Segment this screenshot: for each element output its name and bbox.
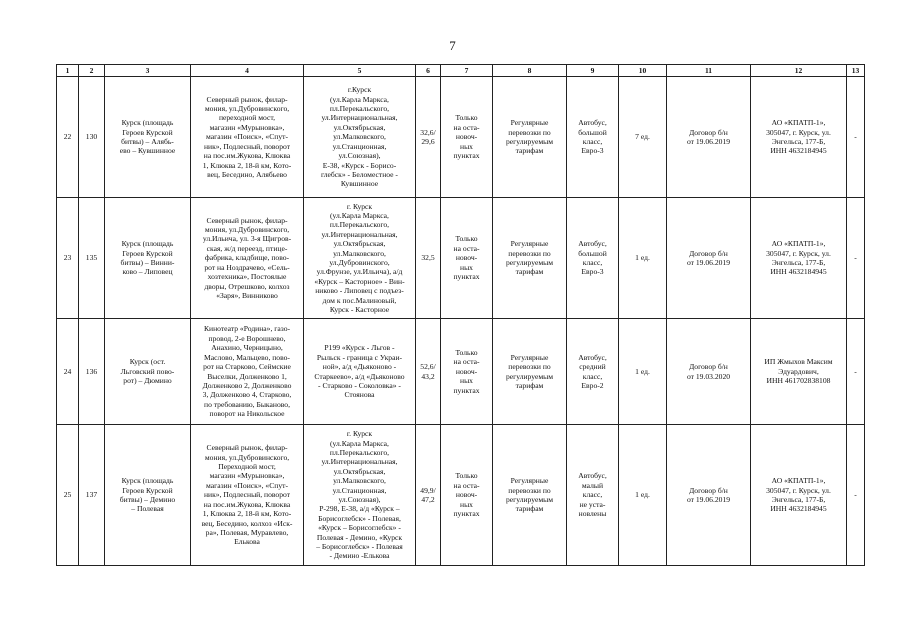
column-header: 4 <box>191 65 304 77</box>
vehicle-count: 1 ед. <box>619 198 667 319</box>
column-header: 9 <box>567 65 619 77</box>
route-name: Курск (площадь Героев Курской битвы) – Демино – Полевая <box>105 425 191 566</box>
column-header: 13 <box>847 65 865 77</box>
table-row <box>57 77 865 198</box>
vehicle-count: 7 ед. <box>619 77 667 198</box>
route-stops: Кинотеатр «Родина», газо- провод, 2-е Ворошнево, Анахино, Черницыно, Маслово, Мальцево, пово- рот на Старково, Сеймские Выселки, Долженково 1, Долженково 2, Долженково 3, Долженково 4, Старково, по требованию, Быканово, поворот на Никольское <box>191 319 304 425</box>
route-stops: Северный рынок, филар- мония, ул.Дубровинского, переходной мост, магазин «Мурыновка», магазин «Поиск», «Спут- ник», Подлесный, поворот на пос.им.Жукова, Клюква 1, Клюква 2, 18-й км, Кото- вец, Беседино, Алябьево <box>191 77 304 198</box>
carrier: АО «КПАТП-1», 305047, г. Курск, ул. Энгельса, 177-Б, ИНН 4632184945 <box>751 425 847 566</box>
carrier: ИП Жмыхов Максим Эдуардович, ИНН 461702838108 <box>751 319 847 425</box>
contract: Договор б/н от 19.03.2020 <box>667 319 751 425</box>
route-name: Курск (ост. Льговский пово- рот) – Дюмино <box>105 319 191 425</box>
column-header: 7 <box>441 65 493 77</box>
transport-type: Регулярные перевозки по регулируемым тарифам <box>493 425 567 566</box>
header-row <box>57 65 865 77</box>
route-streets: г. Курск (ул.Карла Маркса, пл.Перекальского, ул.Интернациональная, ул.Октябрьская, ул.Малковского, ул.Дубровинского, ул.Фрунзе, ул.Ильича), а/д «Курск – Касторное» - Вин- никово - Липовец с подъез- дом к пос.Малиновый, Курск - Касторное <box>304 198 416 319</box>
column-header: 10 <box>619 65 667 77</box>
route-length: 49,9/ 47,2 <box>416 425 441 566</box>
vehicle-class: Автобус, большой класс, Евро-3 <box>567 198 619 319</box>
route-streets: г. Курск (ул.Карла Маркса, пл.Перекальского, ул.Интернациональная, ул.Октябрьская, ул.Малковского, ул.Станционная, ул.Союзная), Р-298, Е-38, а/д «Курск – Борисоглебск» - Полевая, «Курск – Борисоглебск» - Полевая - Демино, «Курск – Борисоглебск» - Полевая - Демино -Елькова <box>304 425 416 566</box>
stop-order: Только на оста- новоч- ных пунктах <box>441 319 493 425</box>
transport-type: Регулярные перевозки по регулируемым тарифам <box>493 198 567 319</box>
contract: Договор б/н от 19.06.2019 <box>667 77 751 198</box>
vehicle-class: Автобус, средний класс, Евро-2 <box>567 319 619 425</box>
route-streets: г.Курск (ул.Карла Маркса, пл.Перекальского, ул.Интернациональная, ул.Октябрьская, ул.Малковского, ул.Станционная, ул.Союзная), Е-38, «Курск - Борисо- глебск» - Беломестное - Кувшинное <box>304 77 416 198</box>
route-number: 137 <box>79 425 105 566</box>
route-name: Курск (площадь Героев Курской битвы) – Винни- ково – Липовец <box>105 198 191 319</box>
column-header: 3 <box>105 65 191 77</box>
column-header: 11 <box>667 65 751 77</box>
column-header: 12 <box>751 65 847 77</box>
transport-type: Регулярные перевозки по регулируемым тарифам <box>493 77 567 198</box>
vehicle-count: 1 ед. <box>619 319 667 425</box>
table-row <box>57 198 865 319</box>
vehicle-class: Автобус, малый класс, не уста- новлены <box>567 425 619 566</box>
route-length: 32,6/ 29,6 <box>416 77 441 198</box>
column-header: 5 <box>304 65 416 77</box>
column-header: 6 <box>416 65 441 77</box>
stop-order: Только на оста- новоч- ных пунктах <box>441 77 493 198</box>
route-name: Курск (площадь Героев Курской битвы) – Алябь- ево – Кувшинное <box>105 77 191 198</box>
route-number: 135 <box>79 198 105 319</box>
stop-order: Только на оста- новоч- ных пунктах <box>441 425 493 566</box>
route-number: 136 <box>79 319 105 425</box>
extra-info: - <box>847 425 865 566</box>
extra-info: - <box>847 77 865 198</box>
route-stops: Северный рынок, филар- мония, ул.Дубровинского, Переходной мост, магазин «Мурыновка», магазин «Поиск», «Спут- ник», Подлесный, поворот на пос.им.Жукова, Клюква 1, Клюква 2, 18-й км, Кото- вец, Беседино, колхоз «Иск- ра», Полевая, Муравлево, Елькова <box>191 425 304 566</box>
vehicle-class: Автобус, большой класс, Евро-3 <box>567 77 619 198</box>
column-header: 2 <box>79 65 105 77</box>
route-stops: Северный рынок, филар- мония, ул.Дубровинского, ул.Ильича, ул. 3-я Щигров- ская, ж/д переезд, птице- фабрика, кладбище, пово- рот на Ноздрачево, «Сель- хозтехника», Постоялые дворы, Отрешково, колхоз «Заря», Винниково <box>191 198 304 319</box>
route-length: 52,6/ 43,2 <box>416 319 441 425</box>
page-number: 7 <box>449 38 456 53</box>
route-number: 130 <box>79 77 105 198</box>
column-header: 1 <box>57 65 79 77</box>
row-number: 24 <box>57 319 79 425</box>
contract: Договор б/н от 19.06.2019 <box>667 425 751 566</box>
contract: Договор б/н от 19.06.2019 <box>667 198 751 319</box>
row-number: 25 <box>57 425 79 566</box>
route-length: 32,5 <box>416 198 441 319</box>
row-number: 22 <box>57 77 79 198</box>
route-streets: Р199 «Курск - Льгов - Рыльск - граница с Украи- ной», а/д «Дьяконово - Старкеево», а/д «Дьяконово - Старково - Соколовка» - Стоянова <box>304 319 416 425</box>
transport-type: Регулярные перевозки по регулируемым тарифам <box>493 319 567 425</box>
stop-order: Только на оста- новоч- ных пунктах <box>441 198 493 319</box>
column-header: 8 <box>493 65 567 77</box>
vehicle-count: 1 ед. <box>619 425 667 566</box>
extra-info: - <box>847 198 865 319</box>
extra-info: - <box>847 319 865 425</box>
carrier: АО «КПАТП-1», 305047, г. Курск, ул. Энгельса, 177-Б, ИНН 4632184945 <box>751 198 847 319</box>
table-row <box>57 319 865 425</box>
routes-table <box>56 64 865 566</box>
table-row <box>57 425 865 566</box>
row-number: 23 <box>57 198 79 319</box>
carrier: АО «КПАТП-1», 305047, г. Курск, ул. Энгельса, 177-Б, ИНН 4632184945 <box>751 77 847 198</box>
